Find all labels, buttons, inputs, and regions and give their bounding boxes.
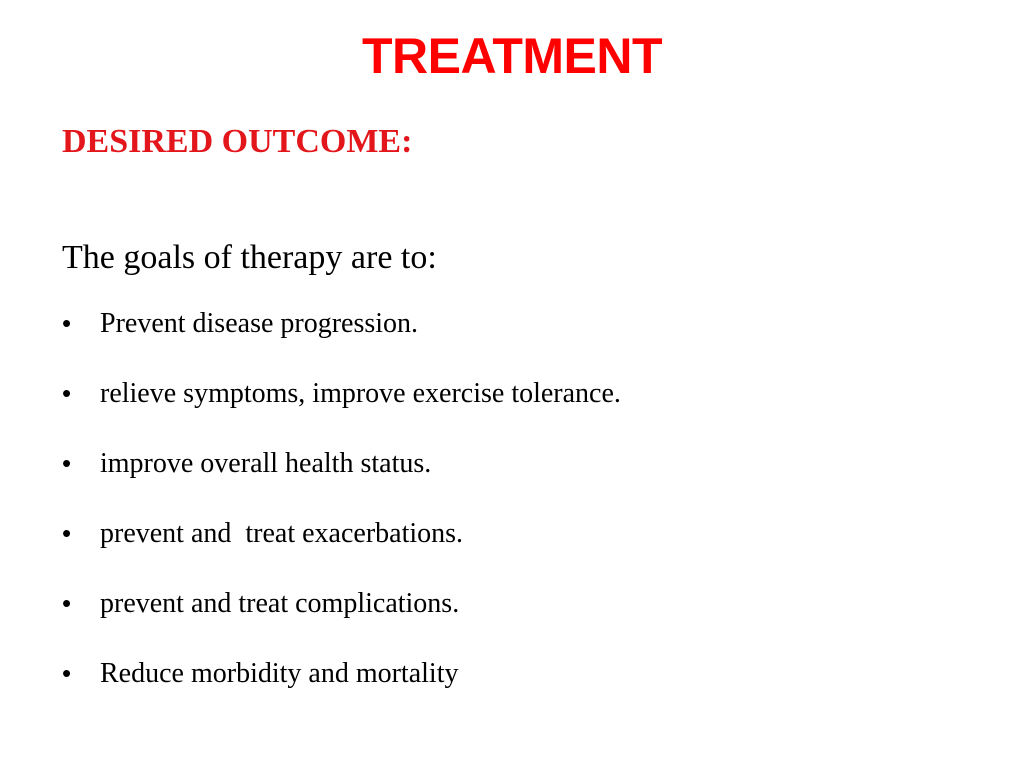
bullet-icon: •	[62, 448, 72, 478]
list-item-text: improve overall health status.	[100, 448, 432, 479]
list-item-text: prevent and treat exacerbations.	[100, 518, 464, 549]
bullet-icon: •	[62, 518, 72, 548]
list-item	[62, 654, 621, 724]
list-item	[62, 514, 621, 584]
list-item-text: Prevent disease progression.	[100, 308, 419, 339]
bullet-icon: •	[62, 378, 72, 408]
list-item	[62, 444, 621, 514]
goals-list	[62, 304, 621, 724]
bullet-icon: •	[62, 308, 72, 338]
slide-title: TREATMENT	[361, 28, 663, 84]
list-item	[62, 304, 621, 374]
bullet-icon: •	[62, 588, 72, 618]
section-heading: DESIRED OUTCOME:	[62, 123, 413, 160]
list-item	[62, 374, 621, 444]
list-item-text: relieve symptoms, improve exercise tolerance.	[100, 378, 621, 409]
intro-text: The goals of therapy are to:	[62, 239, 437, 276]
list-item-text: prevent and treat complications.	[100, 588, 460, 619]
bullet-icon: •	[62, 658, 72, 688]
list-item	[62, 584, 621, 654]
list-item-text: Reduce morbidity and mortality	[100, 658, 459, 689]
